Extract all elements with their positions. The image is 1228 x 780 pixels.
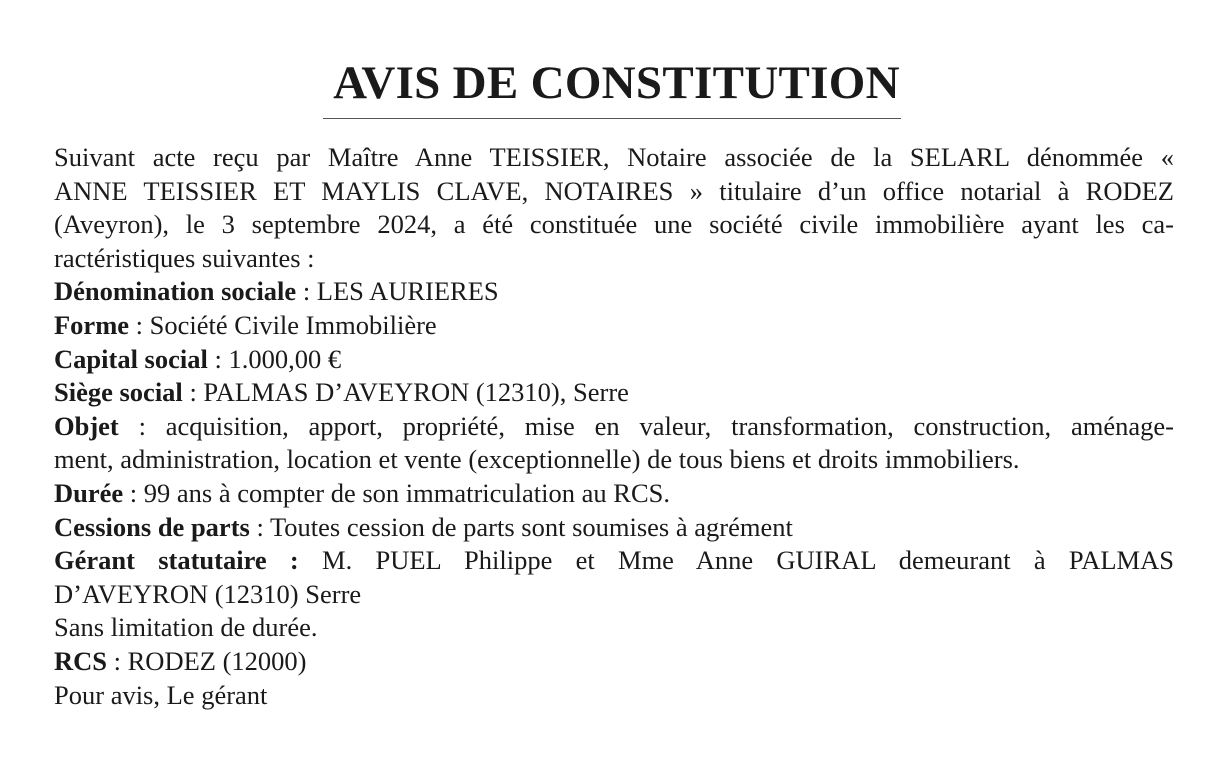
- field-gerant: [54, 544, 1174, 611]
- gerant-line-1: [54, 544, 1174, 578]
- field-cessions: [54, 511, 1174, 545]
- gerant-note: Sans limitation de durée.: [54, 612, 318, 643]
- legal-notice: [54, 52, 1174, 712]
- field-label: Dénomination sociale: [54, 276, 297, 307]
- field-label: RCS: [54, 645, 108, 676]
- intro-line: ractéristiques suivantes :: [54, 242, 315, 273]
- field-label: Siège social: [54, 377, 183, 408]
- field-label: Forme: [54, 309, 130, 340]
- field-value: : PALMAS D’AVEYRON (12310), Serre: [182, 377, 629, 408]
- intro-line: (Aveyron), le 3 septembre 2024, a été constituée une société civile immobilière ayant les ca-: [54, 209, 1174, 240]
- field-value: : LES AURIERES: [296, 276, 499, 307]
- field-label: Capital social: [54, 343, 208, 374]
- gerant-line-2: D’AVEYRON (12310) Serre: [54, 578, 362, 609]
- field-value: : Société Civile Immobilière: [129, 309, 437, 340]
- field-objet: [54, 410, 1174, 477]
- field-value: : RODEZ (12000): [107, 645, 307, 676]
- field-forme: [54, 309, 1174, 343]
- field-denomination: [54, 275, 1174, 309]
- field-label: Cessions de parts: [54, 511, 250, 542]
- title-underline: [323, 118, 901, 119]
- field-label: Gérant statutaire :: [54, 545, 299, 576]
- objet-line-1: [54, 410, 1174, 444]
- field-label: Durée: [54, 477, 124, 508]
- intro-line: ANNE TEISSIER ET MAYLIS CLAVE, NOTAIRES » titulaire d’un office notarial à RODEZ: [54, 175, 1174, 206]
- field-value: M. PUEL Philippe et Mme Anne GUIRAL demeurant à PALMAS: [298, 545, 1174, 576]
- intro-paragraph: [54, 141, 1174, 275]
- field-value: : 1.000,00 €: [207, 343, 342, 374]
- field-label: Objet: [54, 410, 119, 441]
- objet-line-2: ment, administration, location et vente (exceptionnelle) de tous biens et droits immobiliers.: [54, 444, 1020, 475]
- notice-body: [54, 141, 1174, 712]
- field-value: : Toutes cession de parts sont soumises à agrément: [249, 511, 793, 542]
- field-value: : 99 ans à compter de son immatriculation au RCS.: [123, 477, 671, 508]
- field-capital: [54, 343, 1174, 377]
- field-siege: [54, 376, 1174, 410]
- intro-line: Suivant acte reçu par Maître Anne TEISSIER, Notaire associée de la SELARL dénommée «: [54, 142, 1174, 172]
- field-rcs: [54, 645, 1174, 679]
- notice-title: AVIS DE CONSTITUTION: [333, 57, 900, 109]
- field-duree: [54, 477, 1174, 511]
- field-value: : acquisition, apport, propriété, mise en valeur, transformation, construction, aménage-: [118, 410, 1174, 441]
- closing-signature: Pour avis, Le gérant: [54, 679, 268, 710]
